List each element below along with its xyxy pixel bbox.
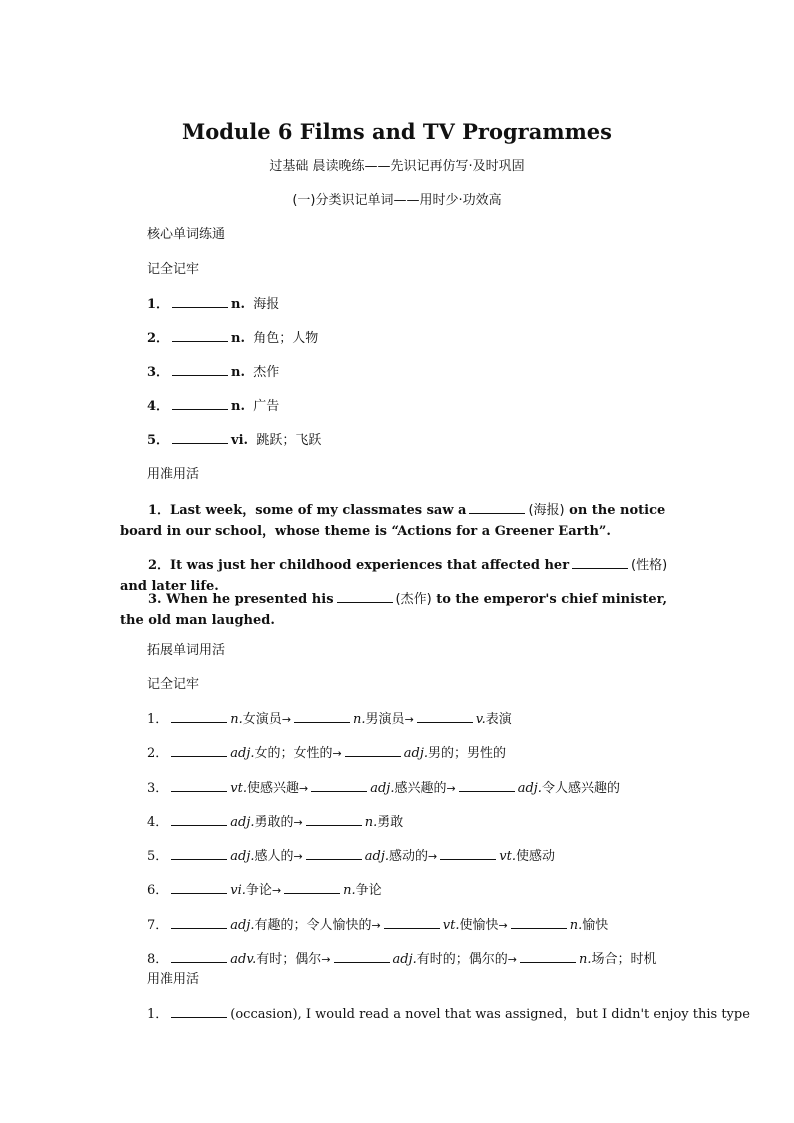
answer-blank[interactable] — [294, 710, 350, 723]
arrow-icon: → — [446, 782, 456, 795]
core-word-item: 4． n. 广告 — [147, 399, 280, 414]
extended-word-item: 3． vt.使感兴趣→ adj.感兴趣的→ adj.令人感兴趣的 — [147, 781, 620, 796]
memorize-label: 记全记牢 — [147, 262, 200, 277]
answer-blank[interactable] — [171, 744, 227, 757]
arrow-icon: → — [299, 782, 309, 795]
sentence-2-1: 1． (occasion), I would read a novel that was assigned，but I didn't enjoy this type — [147, 1007, 750, 1022]
exercise-subtitle: (一)分类识记单词——用时少·功效高 — [292, 193, 502, 208]
answer-blank[interactable] — [469, 501, 525, 514]
extended-word-item: 8． adv.有时；偶尔→ adj.有时的；偶尔的→ n.场合；时机 — [147, 952, 657, 967]
answer-blank[interactable] — [171, 779, 227, 792]
section-subtitle: 过基础 晨读晚练——先识记再仿写·及时巩固 — [269, 159, 525, 174]
answer-blank[interactable] — [171, 847, 227, 860]
arrow-icon: → — [293, 816, 303, 829]
answer-blank[interactable] — [172, 295, 228, 308]
answer-blank[interactable] — [440, 847, 496, 860]
extended-word-item: 2． adj.女的；女性的→ adj.男的；男性的 — [147, 746, 507, 761]
extended-word-item: 6． vi.争论→ n.争论 — [147, 883, 382, 898]
sentence-2: 2．It was just her childhood experiences that affected her (性格) and later life. — [120, 558, 668, 594]
use-label-2: 用准用活 — [147, 972, 200, 987]
core-words-heading: 核心单词练通 — [147, 227, 226, 242]
answer-blank[interactable] — [171, 881, 227, 894]
arrow-icon: → — [293, 850, 303, 863]
core-word-item: 2． n. 角色；人物 — [147, 331, 319, 346]
arrow-icon: → — [332, 747, 342, 760]
arrow-icon: → — [498, 919, 508, 932]
answer-blank[interactable] — [171, 950, 227, 963]
answer-blank[interactable] — [284, 881, 340, 894]
answer-blank[interactable] — [345, 744, 401, 757]
arrow-icon: → — [271, 884, 282, 897]
arrow-icon: → — [281, 713, 292, 726]
arrow-icon: → — [507, 953, 518, 966]
answer-blank[interactable] — [334, 950, 390, 963]
answer-blank[interactable] — [171, 710, 227, 723]
extended-word-item: 1． n.女演员→ n.男演员→ v.表演 — [147, 712, 512, 727]
extended-words-heading: 拓展单词用活 — [147, 643, 226, 658]
answer-blank[interactable] — [306, 847, 362, 860]
answer-blank[interactable] — [337, 590, 393, 603]
use-label: 用准用活 — [147, 467, 200, 482]
answer-blank[interactable] — [172, 329, 228, 342]
answer-blank[interactable] — [171, 1005, 227, 1018]
sentence-3: 3. When he presented his (杰作) to the emperor's chief minister, the old man laughed. — [120, 592, 668, 628]
extended-word-item: 7． adj.有趣的；令人愉快的→ vt.使愉快→ n.愉快 — [147, 918, 609, 933]
page-title: Module 6 Films and TV Programmes — [182, 119, 612, 144]
core-word-item: 3． n. 杰作 — [147, 365, 280, 380]
answer-blank[interactable] — [171, 813, 227, 826]
extended-word-item: 5． adj.感人的→ adj.感动的→ vt.使感动 — [147, 849, 555, 864]
core-word-item: 5． vi. 跳跃；飞跃 — [147, 433, 322, 448]
arrow-icon: → — [428, 850, 438, 863]
sentence-1: 1．Last week，some of my classmates saw a (海报) on the notice board in our school，whose theme is “Actions for a Greener Earth”. — [120, 503, 666, 539]
arrow-icon: → — [321, 953, 331, 966]
arrow-icon: → — [404, 713, 414, 726]
answer-blank[interactable] — [384, 916, 440, 929]
answer-blank[interactable] — [459, 779, 515, 792]
answer-blank[interactable] — [572, 556, 628, 569]
answer-blank[interactable] — [520, 950, 576, 963]
answer-blank[interactable] — [172, 397, 228, 410]
answer-blank[interactable] — [311, 779, 367, 792]
core-word-item: 1． n. 海报 — [147, 297, 280, 312]
arrow-icon: → — [371, 919, 381, 932]
answer-blank[interactable] — [306, 813, 362, 826]
memorize-label-2: 记全记牢 — [147, 677, 200, 692]
answer-blank[interactable] — [511, 916, 567, 929]
answer-blank[interactable] — [171, 916, 227, 929]
extended-word-item: 4． adj.勇敢的→ n.勇敢 — [147, 815, 404, 830]
answer-blank[interactable] — [172, 431, 228, 444]
answer-blank[interactable] — [172, 363, 228, 376]
answer-blank[interactable] — [417, 710, 473, 723]
